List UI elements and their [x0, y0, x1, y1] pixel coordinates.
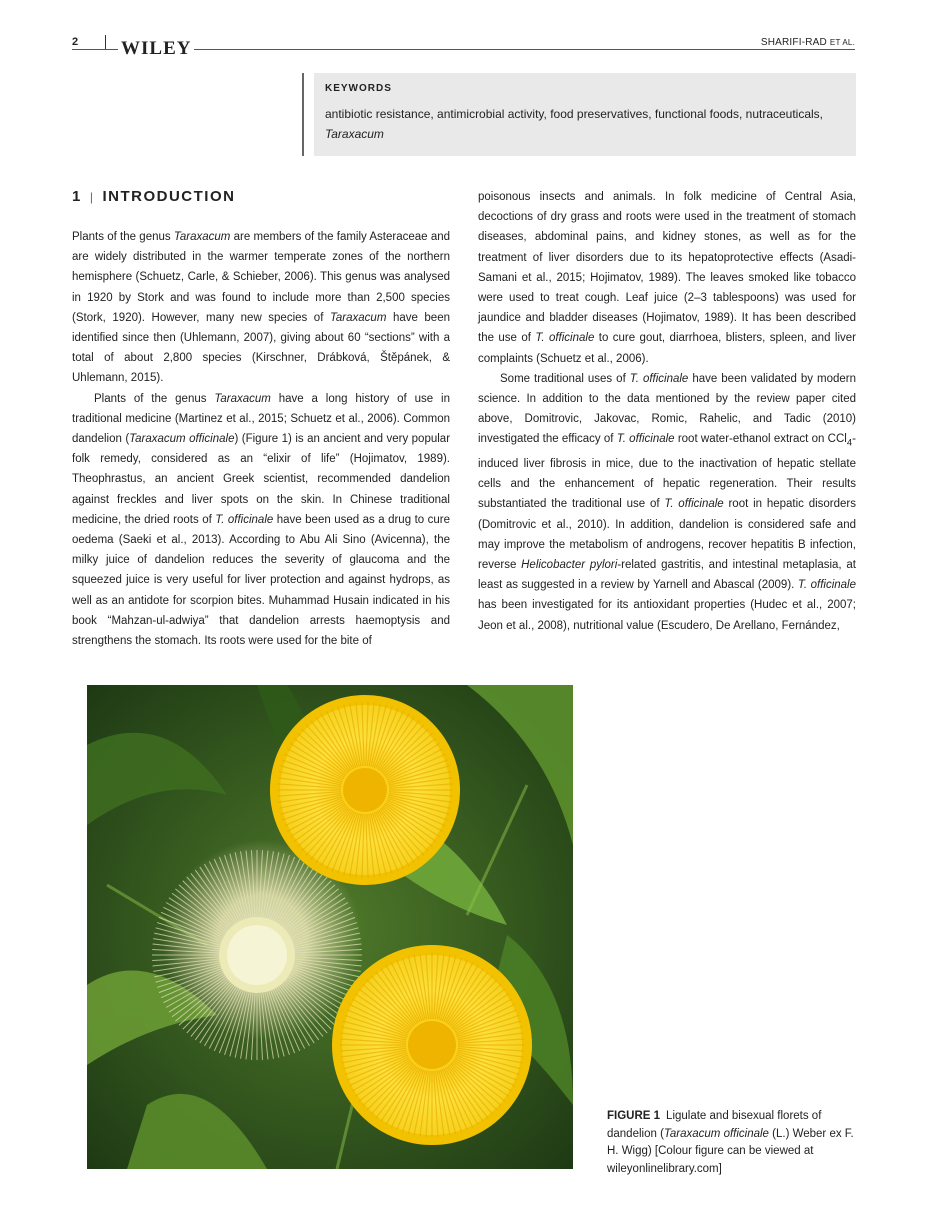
figure-label: FIGURE 1	[607, 1110, 661, 1122]
keywords-last: Taraxacum	[325, 127, 384, 141]
keywords-list: antibiotic resistance, antimicrobial activity, food preservatives, functional foods, nutraceuticals,	[325, 107, 824, 121]
flower-top	[270, 695, 460, 885]
running-head-etal: ET AL.	[829, 38, 855, 47]
section-heading	[72, 188, 235, 205]
paragraph-2: Plants of the genus Taraxacum have a long history of use in traditional medicine (Martinez et al., 2015; Schuetz et al., 2006). Common dandelion (Taraxacum officinale) (Figure 1) is an ancient and very popular folk remedy, considered as an “elixir of life” (Hojimatov, 1989). Theophrastus, an ancient Greek scientist, recommended dandelion against freckles and liver spots on the skin. In Chinese traditional medicine, the dried roots of T. officinale have been used as a drug to cure oedema (Saeki et al., 2013). According to Abu Ali Sino (Avicenna), the milky juice of dandelion reduces the severity of glaucoma and the squeezed juice is very useful for liver protection and against hydrops, as well as an antidote for scorpion bites. Muhammad Husain indicated in his book “Mahzan-ul-adwiya” that dandelion arrests haemoptysis and strengthens the stomach. Its roots were used for the bite of	[72, 392, 451, 648]
figure-caption-text: Ligulate and bisexual florets of dandelion (Taraxacum officinale (L.) Weber ex F. H. Wigg) [Colour figure can be viewed at wileyonlinelibrary.com]	[607, 1110, 854, 1175]
keywords-bar	[302, 73, 304, 156]
paragraph-1: Plants of the genus Taraxacum are members of the family Asteraceae and are widely distributed in the warmer temperate zones of the northern hemisphere (Schuetz, Carle, & Schieber, 2006). This genus was analysed in 1920 by Stork and was found to include more than 2,500 species (Stork, 1920). However, many new species of Taraxacum have been identified since then (Uhlemann, 2007), giving about 60 “sections” with a total of about 2,800 species (Kirschner, Drábková, Štěpánek, & Uhlemann, 2015).	[72, 231, 451, 385]
header-tick	[105, 35, 106, 49]
running-head	[761, 37, 855, 48]
running-head-authors: SHARIFI-RAD	[760, 37, 827, 48]
page-number: 2	[72, 36, 79, 48]
paragraph-4: Some traditional uses of T. officinale have been validated by modern science. In addition to the data mentioned by the review paper cited above, Domitrovic, Jakovac, Romic, Rahelic, and Tadic (2010) investigated the efficacy of T. officinale root water-ethanol extract on CCl$_4$-induced liver fibrosis in mice, due to the inactivation of hepatic stellate cells and the enhancement of hepatic regeneration. Their results substantiated the traditional use of T. officinale root in hepatic disorders (Domitrovic et al., 2010). In addition, dandelion is considered safe and may improve the metabolism of androgens, recover hepatitis B infection, reverse Helicobacter pylori-related gastritis, and intestinal metaplasia, at least as suggested in a review by Yarnell and Abascal (2009). T. officinale has been investigated for its antioxidant properties (Hudec et al., 2007; Jeon et al., 2008), nutritional value (Escudero, De Arellano, Fernández,	[478, 372, 857, 632]
section-title: INTRODUCTION	[102, 188, 236, 205]
paragraph-3: poisonous insects and animals. In folk medicine of Central Asia, decoctions of dry grass and roots were used in the treatment of stomach diseases, abdominal pains, and kidney stones, as well as for the treatment of liver disorders due to its hepatoprotective effects (Asadi-Samani et al., 2015; Hojimatov, 1989). The leaves smoked like tobacco were used to treat cough. Leaf juice (2–3 tablespoons) was used for jaundice and bladder diseases (Hojimatov, 1989). It has been described the use of T. officinale to cure gout, diarrhoea, blisters, spleen, and liver complaints (Schuetz et al., 2006).	[478, 191, 856, 365]
section-separator: |	[89, 190, 95, 204]
keywords-box	[314, 73, 856, 156]
flower-bottom	[332, 945, 532, 1145]
publisher-logo: WILEY	[118, 38, 194, 60]
left-column	[72, 227, 450, 651]
keywords-title: KEYWORDS	[325, 83, 392, 94]
keywords-text	[325, 104, 845, 144]
section-number: 1	[72, 188, 82, 205]
right-column	[478, 187, 856, 636]
figure-caption	[607, 1108, 857, 1178]
dandelion-photo	[87, 685, 573, 1169]
dandelion-illustration	[87, 685, 573, 1169]
